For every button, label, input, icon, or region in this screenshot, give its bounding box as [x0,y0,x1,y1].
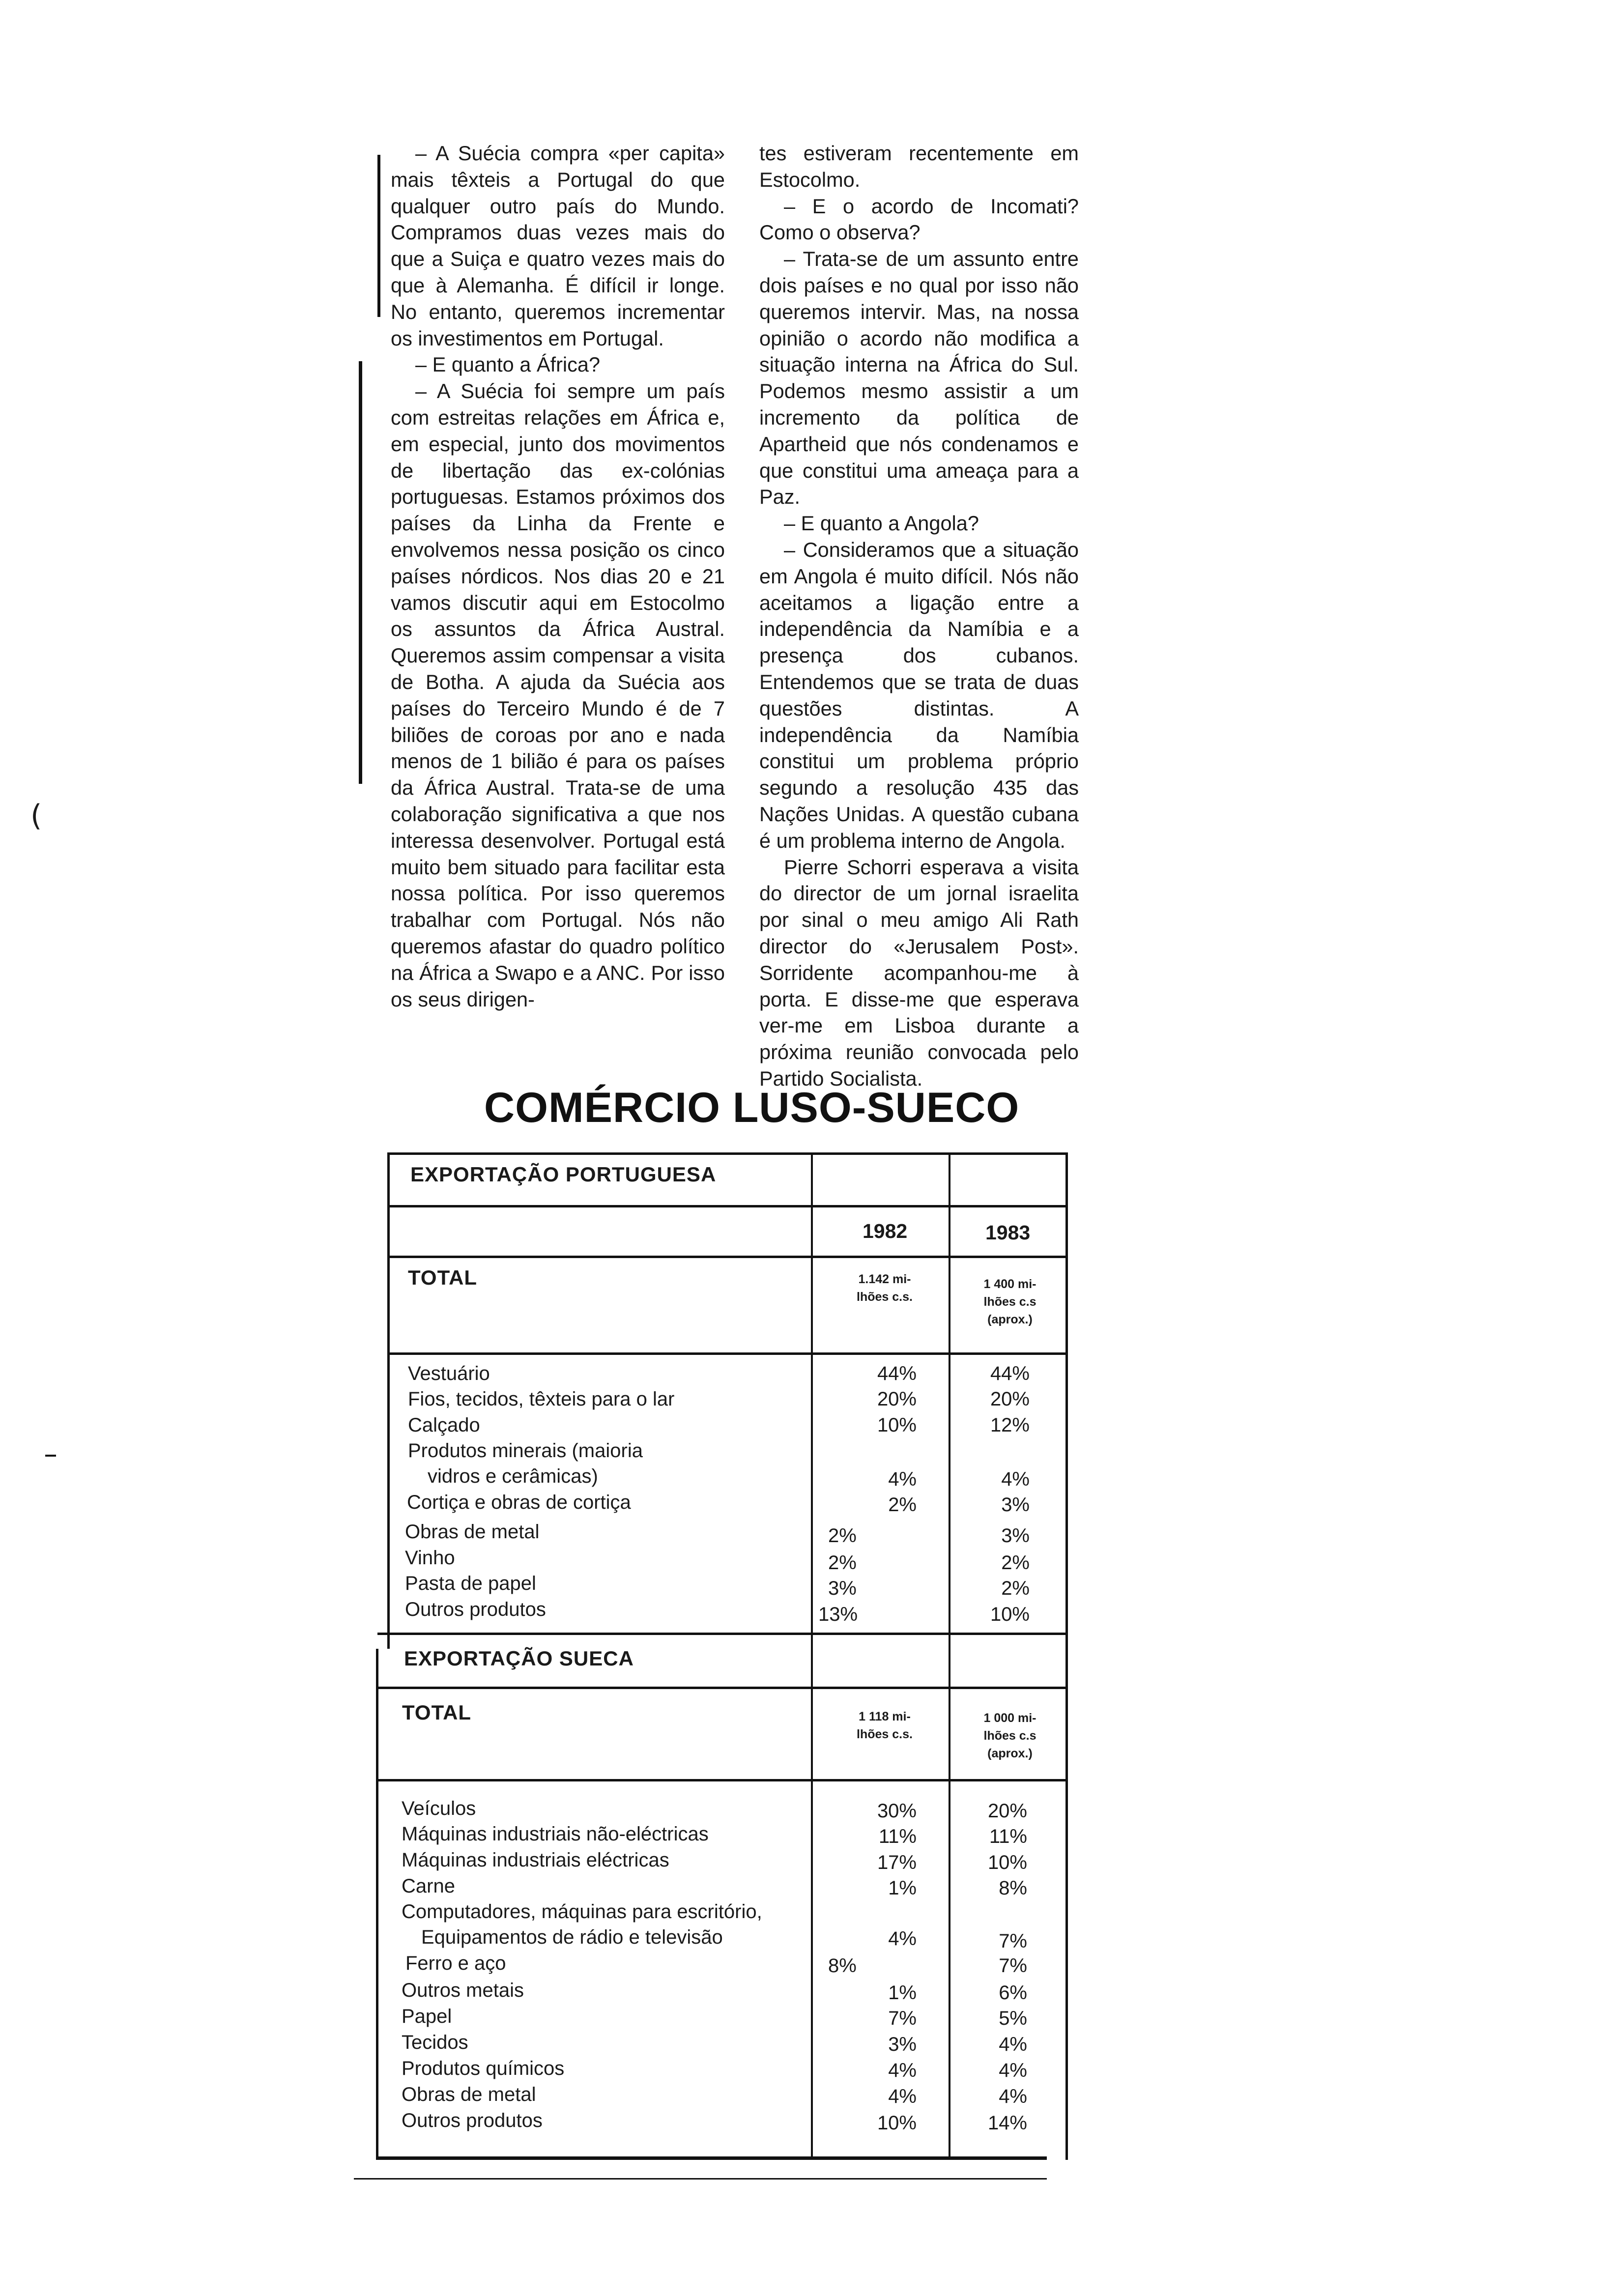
se-row-1983: 20% [987,1800,1027,1822]
se-row-label: Máquinas industriais eléctricas [402,1849,669,1871]
pt-row-1982: 10% [877,1414,917,1436]
article-left-column [391,140,725,1012]
se-row-1982: 10% [877,2112,917,2134]
se-row-1983: 6% [999,1982,1027,2004]
pt-row-1982: 2% [828,1552,857,1574]
pt-row-1982: 20% [877,1388,917,1410]
se-row-1982: 3% [888,2034,917,2055]
se-total-label: TOTAL [402,1701,472,1724]
table-rule [377,1633,1068,1635]
pt-row-1983: 20% [990,1388,1030,1410]
paragraph: – A Suécia foi sempre um país com estreitas relações em África e, em especial, junto dos movimentos de libertação das ex-colónias portuguesas. Estamos próximos dos países da Linha da Frente e envolvemos nessa posição os cinco países nórdicos. Nos dias 20 e 21 vamos discutir aqui em Estocolmo os assuntos da África Austral. Queremos assim compensar a visita de Botha. A ajuda da Suécia aos países do Terceiro Mundo é de 7 biliões de coroas por ano e nada menos de 1 bilião é para os países da África Austral. Trata-se de uma colaboração significativa a que nos interessa desenvolver. Portugal está muito bem situado para facilitar esta nossa política. Por isso queremos trabalhar com Portugal. Nós não queremos afastar do quadro político na África a Swapo e a ANC. Por isso os seus dirigen- [391,379,725,1011]
pt-row-label: Calçado [408,1414,480,1436]
pt-row-label: Outros produtos [405,1599,546,1620]
se-row-1983: 14% [987,2112,1027,2134]
se-row-1983: 5% [999,2008,1027,2029]
pt-total-label: TOTAL [408,1266,478,1289]
table-border-right [1065,1152,1068,2160]
se-row-1983: 4% [999,2060,1027,2081]
se-row-label: Tecidos [402,2032,468,2053]
pt-row-label: Obras de metal [405,1521,540,1543]
table-rule [387,1256,1068,1258]
pt-total-1982: 1.142 mi- lhões c.s. [857,1272,913,1304]
table-rule [387,1152,1068,1155]
se-row-1982: 4% [888,1928,917,1950]
pt-row-1983: 3% [1001,1525,1030,1547]
se-row-label: Outros produtos [402,2110,543,2131]
pt-row-1983: 4% [1001,1468,1030,1490]
pt-row-1983: 2% [1001,1552,1030,1574]
se-total-1983: 1 000 mi- lhões c.s (aprox.) [983,1711,1036,1760]
se-row-label: Outros metais [402,1980,524,2001]
paragraph: – E quanto a Angola? [784,512,979,535]
table-border-left-top [387,1152,390,1649]
pt-row-1983: 2% [1001,1578,1030,1599]
se-row-1982: 4% [888,2060,917,2081]
pt-export-heading: EXPORTAÇÃO PORTUGUESA [410,1163,717,1186]
stray-dash [45,1455,56,1457]
se-row-label: Máquinas industriais não-eléctricas [402,1823,709,1845]
pt-row-1982: 2% [888,1494,917,1516]
year-1982: 1982 [863,1220,908,1242]
table-divider-1 [811,1152,813,2160]
se-row-label: Equipamentos de rádio e televisão [421,1926,723,1948]
se-row-label: Produtos químicos [402,2058,565,2079]
pt-row-1983: 12% [990,1414,1030,1436]
paragraph: – E o acordo de Incomati? Como o observa? [759,194,1079,244]
headline: COMÉRCIO LUSO-SUECO [484,1084,1020,1131]
pt-row-label: Pasta de papel [405,1573,536,1594]
se-total-1982: 1 118 mi- lhões c.s. [857,1710,913,1741]
pt-row-label: vidros e cerâmicas) [428,1465,598,1487]
se-row-label: Carne [402,1875,455,1897]
se-row-1983: 8% [999,1877,1027,1899]
pt-row-1983: 10% [990,1604,1030,1625]
se-row-label: Papel [402,2006,452,2027]
se-row-label: Veículos [402,1798,476,1819]
se-row-1983: 4% [999,2086,1027,2107]
article-right-column [759,140,1079,1092]
table-rule [377,1687,1068,1689]
se-row-1983: 4% [999,2034,1027,2055]
pt-row-label: Fios, tecidos, têxteis para o lar [408,1388,675,1410]
pt-row-label: Produtos minerais (maioria [408,1440,643,1462]
se-row-1983: 7% [999,1955,1027,1977]
year-1983: 1983 [985,1221,1031,1244]
se-row-1982: 1% [888,1877,917,1899]
pt-row-label: Vestuário [408,1363,490,1384]
pt-row-label: Vinho [405,1547,455,1569]
pt-total-1983: 1 400 mi- lhões c.s (aprox.) [983,1277,1036,1326]
paragraph: tes estiveram recentemente em Estocolmo. [759,142,1079,191]
pt-row-1983: 3% [1001,1494,1030,1516]
pt-row-1982: 44% [877,1363,917,1384]
se-row-1982: 8% [828,1955,857,1977]
table-border-left-bottom [376,1649,378,2160]
table-rule-bottom [376,2156,1047,2160]
se-row-label: Ferro e aço [405,1952,506,1974]
se-row-label: Obras de metal [402,2084,536,2105]
paragraph: Pierre Schorri esperava a visita do director de um jornal israelita por sinal o meu amigo Ali Rath director do «Jerusalem Post». Sorridente acompanhou-me à porta. E disse-me que esperava ver-me em Lisboa durante a próxima reunião convocada pelo Partido Socialista. [759,855,1079,1090]
se-row-1983: 11% [989,1826,1027,1847]
se-row-1983: 10% [987,1852,1027,1873]
paragraph: – Consideramos que a situação em Angola é muito difícil. Nós não aceitamos a ligação entre a independência da Namíbia e a presença dos cubanos. Entendemos que se trata de duas questões distintas. A independência da Namíbia constitui um problema próprio segundo a resolução 435 das Nações Unidas. A questão cubana é um problema interno de Angola. [759,538,1079,852]
paragraph: – A Suécia compra «per capita» mais têxteis a Portugal do que qualquer outro país do Mundo. Compramos duas vezes mais do que a Suiça e quatro vezes mais do que à Alemanha. É difícil ir longe. No entanto, queremos incrementar os investimentos em Portugal. [391,142,725,350]
pt-row-1982: 3% [828,1578,857,1599]
se-row-1982: 17% [877,1852,917,1873]
pt-row-1982: 2% [828,1525,857,1547]
se-row-1982: 7% [888,2008,917,2029]
pt-row-1982: 13% [818,1604,858,1625]
pt-row-1983: 44% [990,1363,1030,1384]
table-divider-2 [949,1152,950,2160]
se-row-1982: 11% [878,1826,917,1847]
se-row-1982: 4% [888,2086,917,2107]
se-row-1982: 1% [888,1982,917,2004]
paragraph: – E quanto a África? [415,353,601,376]
margin-bar-upper [377,155,380,317]
table-rule [387,1205,1068,1207]
se-row-label: Computadores, máquinas para escritório, [402,1901,762,1923]
pt-row-1982: 4% [888,1468,917,1490]
se-row-1982: 30% [877,1800,917,1822]
page-rule [354,2178,1047,2180]
se-row-1983: 7% [999,1930,1027,1952]
table-rule [377,1779,1068,1781]
paragraph: – Trata-se de um assunto entre dois países e no qual por isso não queremos intervir. Mas, na nossa opinião o acordo não modifica a situação interna na África do Sul. Podemos mesmo assistir a um incremento da política de Apartheid que nós condenamos e que constitui uma ameaça para a Paz. [759,247,1079,509]
margin-bar-lower [359,361,362,784]
se-export-heading: EXPORTAÇÃO SUECA [404,1647,634,1670]
pt-row-label: Cortiça e obras de cortiça [407,1492,631,1513]
table-rule [387,1352,1068,1355]
margin-bracket-glyph: ( [30,799,42,833]
